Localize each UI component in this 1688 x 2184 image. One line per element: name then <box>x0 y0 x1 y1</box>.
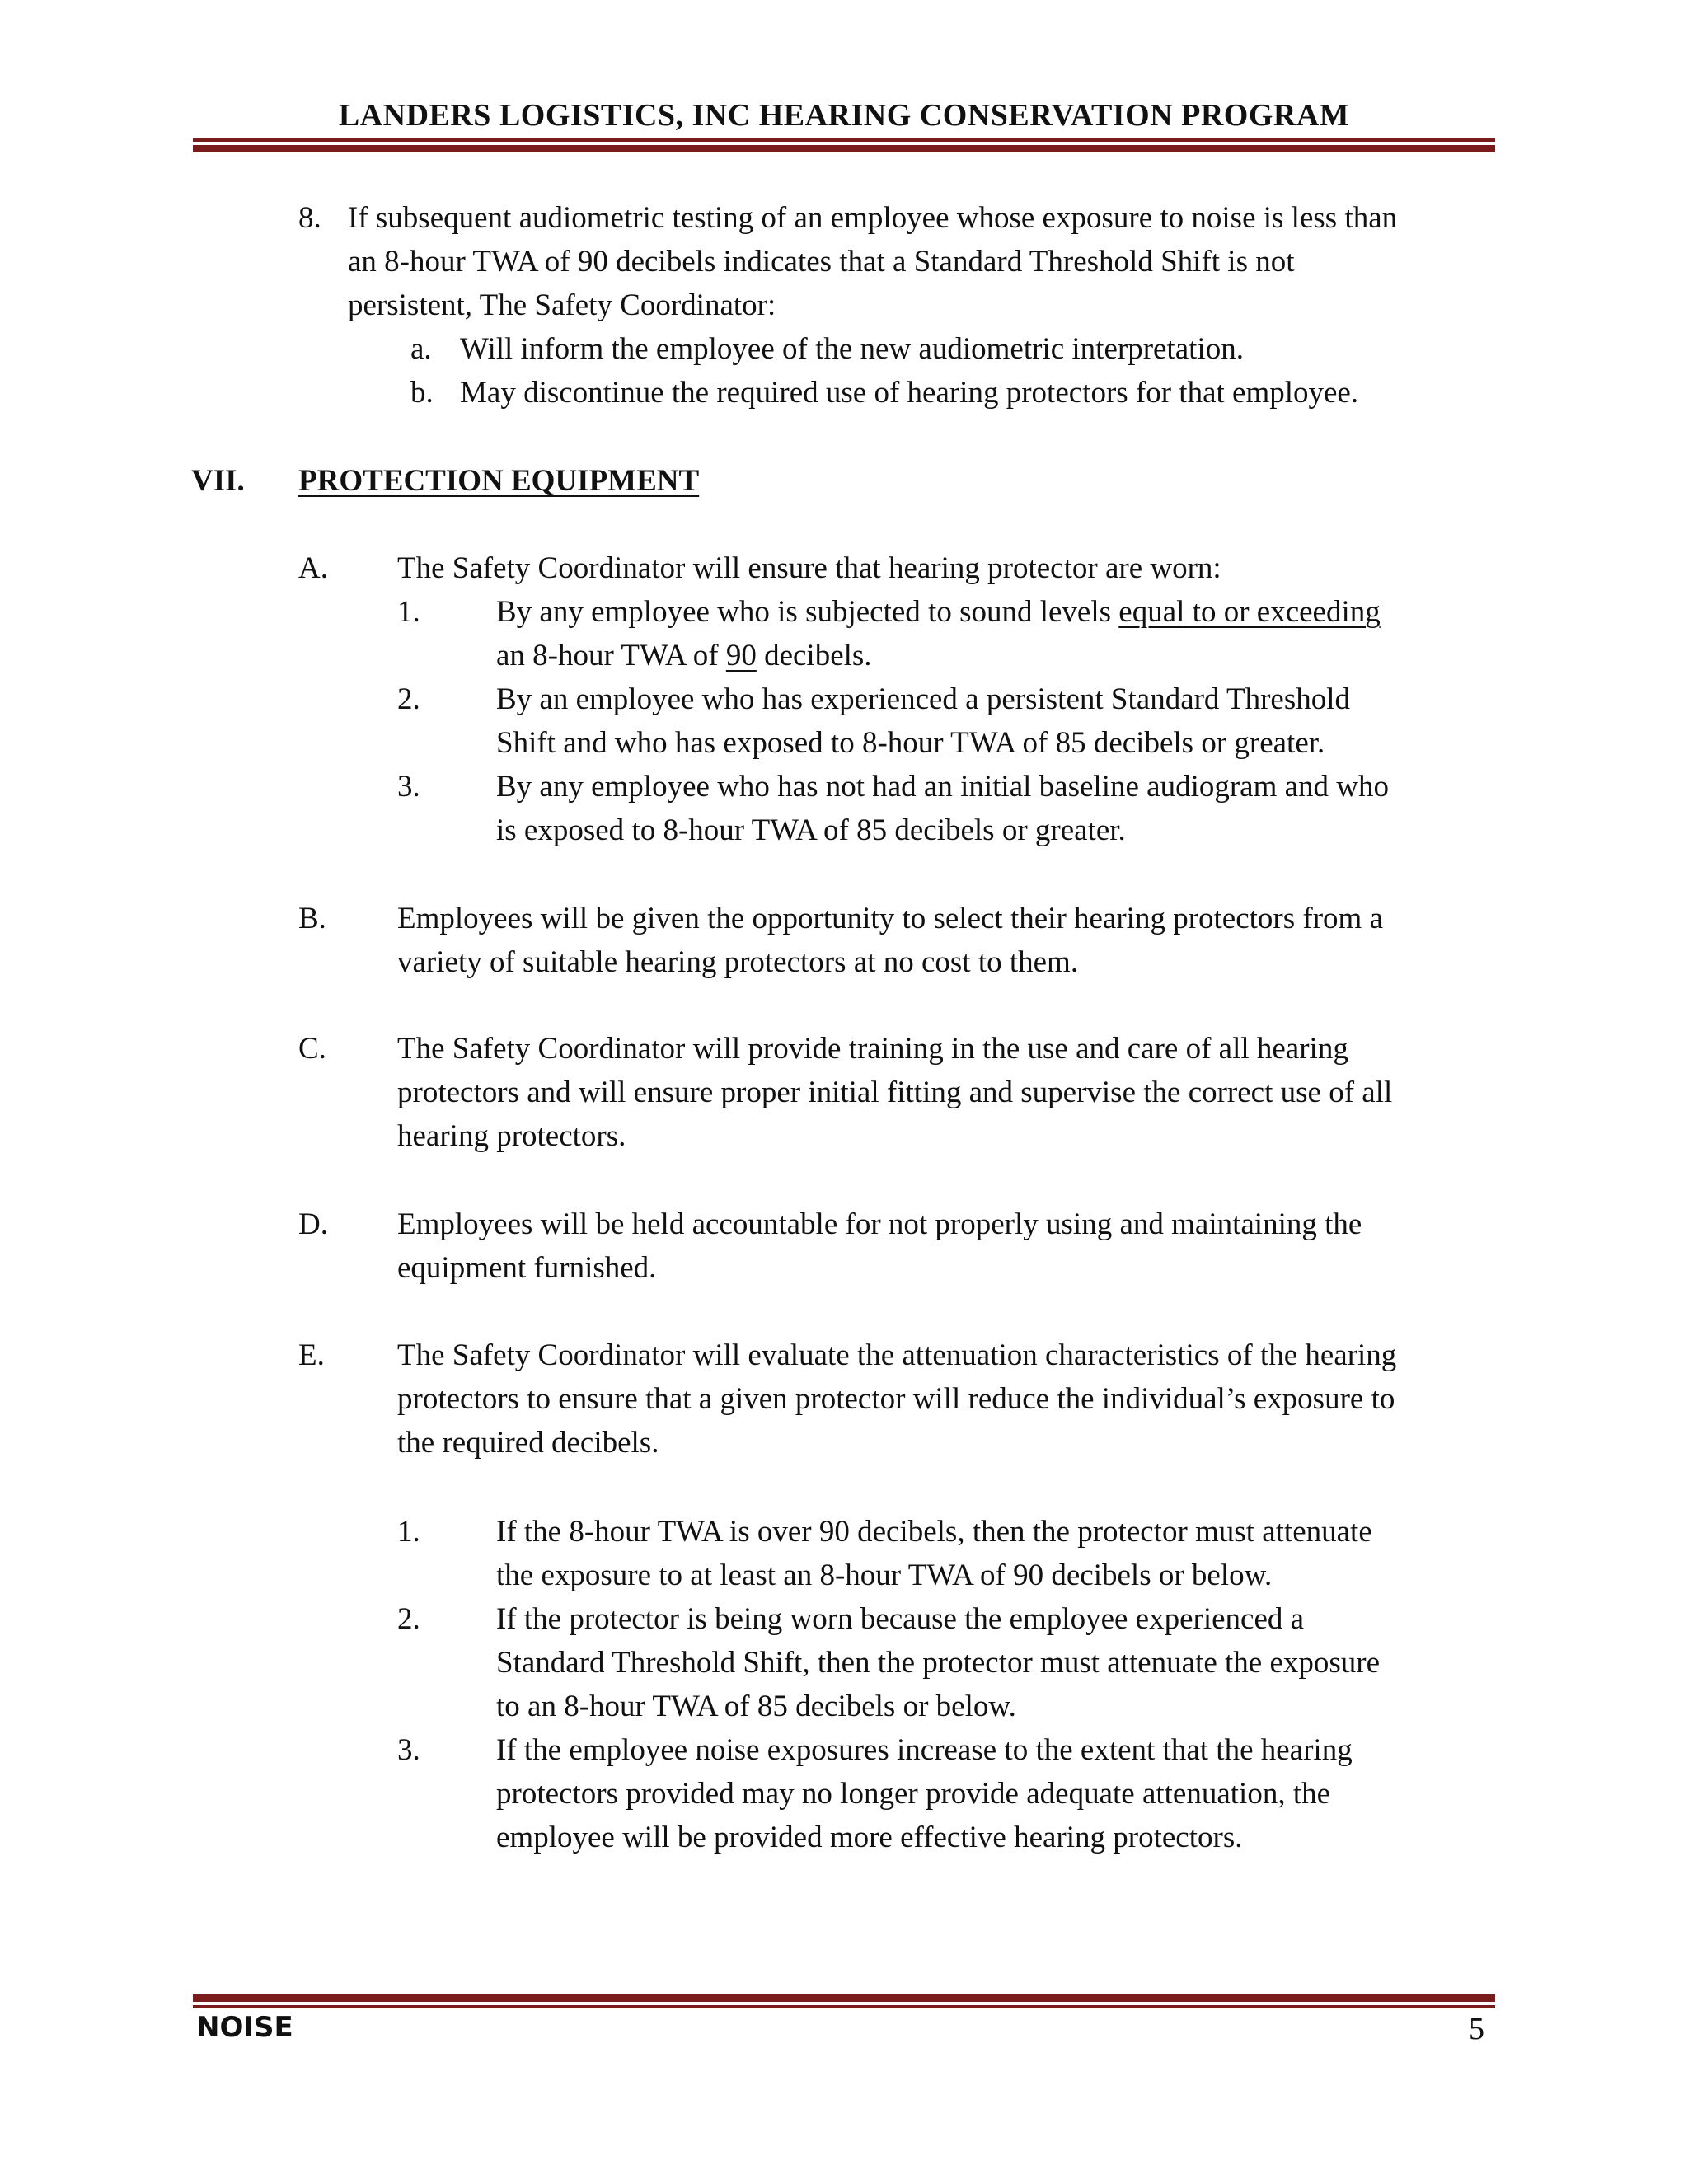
item-e1-line-2: the exposure to at least an 8-hour TWA of 90 decibels or below. <box>496 1558 1273 1592</box>
item-a-text: The Safety Coordinator will ensure that hearing protector are worn: <box>397 551 1221 585</box>
item-8-line-3: persistent, The Safety Coordinator: <box>348 288 776 322</box>
section-title: PROTECTION EQUIPMENT <box>298 464 700 498</box>
item-e-line-3: the required decibels. <box>397 1426 659 1460</box>
header-rule-thin <box>193 138 1495 142</box>
item-e3-number: 3. <box>397 1733 420 1767</box>
item-8-line-2: an 8-hour TWA of 90 decibels indicates that a Standard Threshold Shift is not <box>348 245 1295 279</box>
item-c-line-2: protectors and will ensure proper initial fitting and supervise the correct use of all <box>397 1076 1393 1109</box>
item-a2-line-2: Shift and who has exposed to 8-hour TWA of 85 decibels or greater. <box>496 726 1325 760</box>
item-d-line-2: equipment furnished. <box>397 1251 657 1285</box>
item-c-label: C. <box>298 1032 326 1066</box>
item-a1-line-1: By any employee who is subjected to sound levels equal to or exceeding <box>496 595 1381 629</box>
item-e-line-2: protectors to ensure that a given protector will reduce the individual’s exposure to <box>397 1382 1395 1416</box>
item-e1-line-1: If the 8-hour TWA is over 90 decibels, then the protector must attenuate <box>496 1515 1372 1549</box>
item-e2-number: 2. <box>397 1602 420 1636</box>
item-8b-text: May discontinue the required use of hearing protectors for that employee. <box>460 376 1359 410</box>
header-rule-thick <box>193 145 1495 152</box>
item-c-line-1: The Safety Coordinator will provide training in the use and care of all hearing <box>397 1032 1348 1066</box>
item-e3-line-1: If the employee noise exposures increase to the extent that the hearing <box>496 1733 1353 1767</box>
item-e3-line-3: employee will be provided more effective hearing protectors. <box>496 1821 1243 1854</box>
item-a3-line-2: is exposed to 8-hour TWA of 85 decibels or greater. <box>496 813 1126 847</box>
item-8a-label: a. <box>410 332 432 366</box>
item-a3-line-1: By any employee who has not had an initial baseline audiogram and who <box>496 770 1390 804</box>
item-e-label: E. <box>298 1338 325 1372</box>
page-number: 5 <box>1469 2012 1484 2046</box>
item-e2-line-2: Standard Threshold Shift, then the protector must attenuate the exposure <box>496 1646 1381 1680</box>
item-a1-number: 1. <box>397 595 420 629</box>
footer-rule-thin <box>193 2005 1495 2008</box>
item-e2-line-3: to an 8-hour TWA of 85 decibels or below. <box>496 1690 1016 1723</box>
item-a2-number: 2. <box>397 682 420 716</box>
item-a1-line-2: an 8-hour TWA of 90 decibels. <box>496 639 872 673</box>
item-8b-label: b. <box>410 376 434 410</box>
item-d-line-1: Employees will be held accountable for not properly using and maintaining the <box>397 1207 1362 1241</box>
page-header-title: LANDERS LOGISTICS, INC HEARING CONSERVATION PROGRAM <box>338 98 1350 133</box>
item-b-line-1: Employees will be given the opportunity to select their hearing protectors from a <box>397 902 1383 935</box>
item-a-label: A. <box>298 551 328 585</box>
item-a2-line-1: By an employee who has experienced a persistent Standard Threshold <box>496 682 1351 716</box>
item-8-line-1: If subsequent audiometric testing of an employee whose exposure to noise is less than <box>348 201 1398 235</box>
item-8a-text: Will inform the employee of the new audiometric interpretation. <box>460 332 1244 366</box>
section-number: VII. <box>191 464 245 498</box>
item-b-line-2: variety of suitable hearing protectors at no cost to them. <box>397 945 1079 979</box>
item-c-line-3: hearing protectors. <box>397 1119 626 1153</box>
item-e-line-1: The Safety Coordinator will evaluate the attenuation characteristics of the hearing <box>397 1338 1397 1372</box>
footer-rule-thick <box>193 1994 1495 2002</box>
item-e3-line-2: protectors provided may no longer provide adequate attenuation, the <box>496 1777 1331 1811</box>
item-e1-number: 1. <box>397 1515 420 1549</box>
item-b-label: B. <box>298 902 326 935</box>
item-e2-line-1: If the protector is being worn because the employee experienced a <box>496 1602 1305 1636</box>
item-d-label: D. <box>298 1207 328 1241</box>
footer-label: NOISE <box>196 2011 293 2044</box>
item-a3-number: 3. <box>397 770 420 804</box>
item-8-number: 8. <box>298 201 321 235</box>
